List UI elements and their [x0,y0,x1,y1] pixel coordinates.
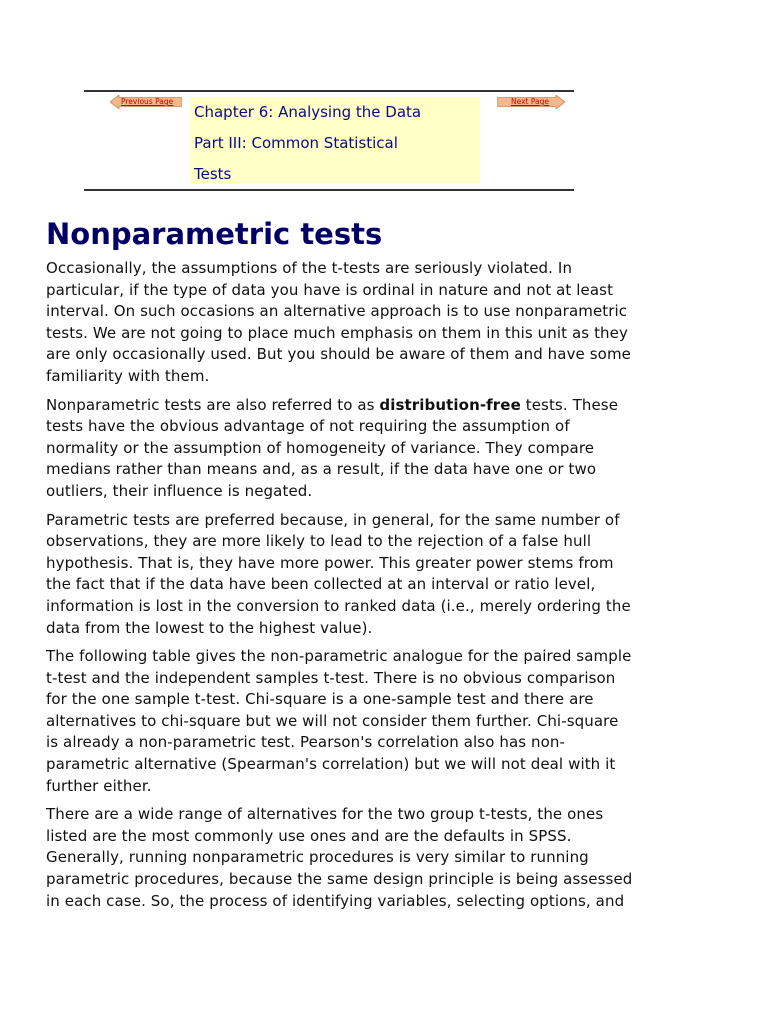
text-line: medians rather than means and, as a result, if the data have one or two [46,460,597,479]
chapter-title-box [190,97,480,183]
text-line: information is lost in the conversion to ranked data (i.e., merely ordering the [46,596,631,615]
text-line: in each case. So, the process of identifying variables, selecting options, and [46,891,625,910]
text-line: hypothesis. That is, they have more power. This greater power stems from [46,553,614,572]
text-line: normality or the assumption of homogeneity of variance. They compare [46,438,595,457]
next-page-link[interactable] [497,95,565,109]
text-line: further either. [46,776,152,795]
text-line: tests have the obvious advantage of not requiring the assumption of [46,417,570,436]
text-line: Parametric tests are preferred because, in general, for the same number of [46,510,620,529]
text-line: is already a non-parametric test. Pearson's correlation also has non- [46,733,566,752]
text-line: interval. On such occasions an alternative approach is to use nonparametric [46,302,628,321]
chapter-title-line-1: Chapter 6: Analysing the Data [194,103,422,121]
previous-page-label: Previous Page [121,97,174,106]
text-line: particular, if the type of data you have is ordinal in nature and not at least [46,280,614,299]
text-line: tests. We are not going to place much emphasis on them in this unit as they [46,323,628,342]
text-line: alternatives to chi-square but we will not consider them further. Chi-square [46,711,619,730]
header-bottom-rule [84,189,574,191]
text-line: observations, they are more likely to lead to the rejection of a false hull [46,532,592,551]
paragraph-parametric-preferred [46,510,736,640]
text-run: Nonparametric tests are also referred to as [46,395,380,414]
text-line: listed are the most commonly use ones and are the defaults in SPSS. [46,826,572,845]
chapter-title-line-3: Tests [194,165,232,183]
text-line [46,395,736,417]
text-line: outliers, their influence is negated. [46,481,313,500]
next-page-label: Next Page [511,97,550,106]
text-line: Occasionally, the assumptions of the t-tests are seriously violated. In [46,259,573,277]
text-line: There are a wide range of alternatives for the two group t-tests, the ones [46,805,604,824]
article-body [46,258,736,919]
page-title: Nonparametric tests [46,217,383,251]
paragraph-distribution-free [46,395,736,503]
text-line: parametric alternative (Spearman's correlation) but we will not deal with it [46,755,616,774]
paragraph-alternatives [46,804,736,912]
bold-term-distribution-free: distribution-free [379,395,521,414]
header-top-rule [84,90,574,92]
text-run: tests. These [520,395,619,414]
text-line: familiarity with them. [46,366,210,385]
paragraph-analogue-table-intro [46,646,736,797]
text-line: The following table gives the non-parametric analogue for the paired sample [46,647,632,666]
text-line: parametric procedures, because the same design principle is being assessed [46,870,633,889]
text-line: the fact that if the data have been collected at an interval or ratio level, [46,575,596,594]
text-line: Generally, running nonparametric procedures is very similar to running [46,848,589,867]
text-line: data from the lowest to the highest value). [46,618,373,637]
text-line: for the one sample t-test. Chi-square is a one-sample test and there are [46,690,594,709]
chapter-nav-header [84,90,574,190]
text-line: t-test and the independent samples t-test. There is no obvious comparison [46,668,616,687]
chapter-title-line-2: Part III: Common Statistical [194,134,398,152]
previous-page-link[interactable] [110,95,182,109]
paragraph-intro [46,258,736,388]
text-line: are only occasionally used. But you should be aware of them and have some [46,345,631,364]
